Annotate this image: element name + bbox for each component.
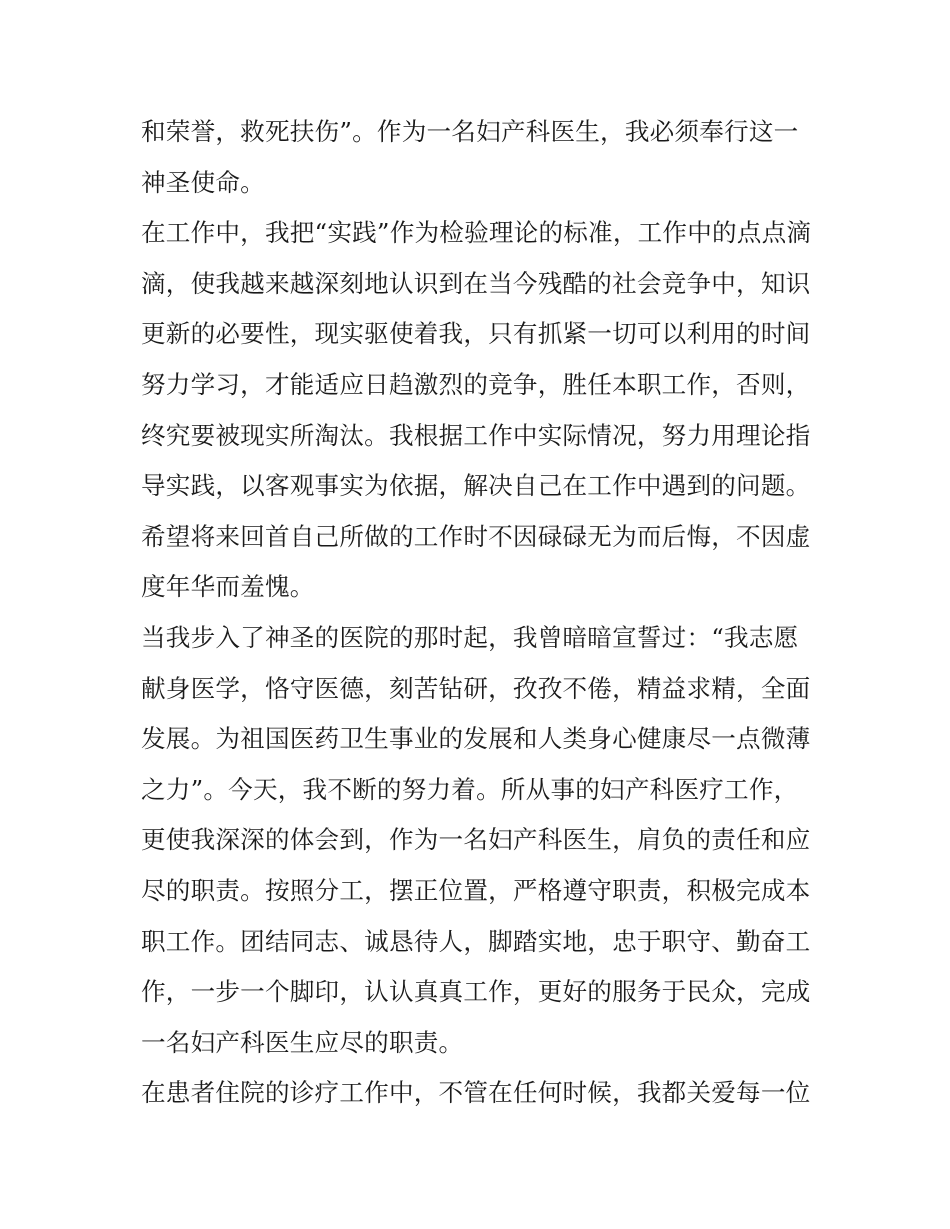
text-line: 献身医学，恪守医德，刻苦钻研，孜孜不倦，精益求精，全面 xyxy=(141,673,811,703)
text-line: 更新的必要性，现实驱使着我，只有抓紧一切可以利用的时间 xyxy=(141,319,811,349)
text-line: 发展。为祖国医药卫生事业的发展和人类身心健康尽一点微薄 xyxy=(141,724,811,754)
text-line: 尽的职责。按照分工，摆正位置，严格遵守职责，积极完成本 xyxy=(141,875,811,905)
text-line: 一名妇产科医生应尽的职责。 xyxy=(141,1027,464,1057)
text-line: 更使我深深的体会到，作为一名妇产科医生，肩负的责任和应 xyxy=(141,825,811,855)
text-line: 职工作。团结同志、诚恳待人，脚踏实地，忠于职守、勤奋工 xyxy=(141,926,811,956)
text-line: 和荣誉，救死扶伤”。作为一名妇产科医生，我必须奉行这一 xyxy=(141,117,799,146)
text-line: 滴，使我越来越深刻地认识到在当今残酷的社会竞争中，知识 xyxy=(141,268,811,298)
text-line: 度年华而羞愧。 xyxy=(141,572,315,602)
document-body xyxy=(141,107,821,1119)
text-line: 当我步入了神圣的医院的那时起，我曾暗暗宣誓过：“我志愿 xyxy=(141,622,799,652)
text-line: 之力”。今天，我不断的努力着。所从事的妇产科医疗工作， xyxy=(141,774,799,804)
text-line: 作，一步一个脚印，认认真真工作，更好的服务于民众，完成 xyxy=(141,977,811,1007)
text-line: 终究要被现实所淘汰。我根据工作中实际情况，努力用理论指 xyxy=(141,420,811,450)
text-line: 神圣使命。 xyxy=(141,167,265,197)
text-line: 在患者住院的诊疗工作中，不管在任何时候，我都关爱每一位 xyxy=(141,1078,811,1108)
text-line: 希望将来回首自己所做的工作时不因碌碌无为而后悔，不因虚 xyxy=(141,521,811,551)
text-line: 导实践，以客观事实为依据，解决自己在工作中遇到的问题。 xyxy=(141,471,811,501)
text-line: 在工作中，我把“实践”作为检验理论的标准，工作中的点点滴 xyxy=(141,218,812,248)
text-line: 努力学习，才能适应日趋激烈的竞争，胜任本职工作，否则， xyxy=(141,369,811,399)
